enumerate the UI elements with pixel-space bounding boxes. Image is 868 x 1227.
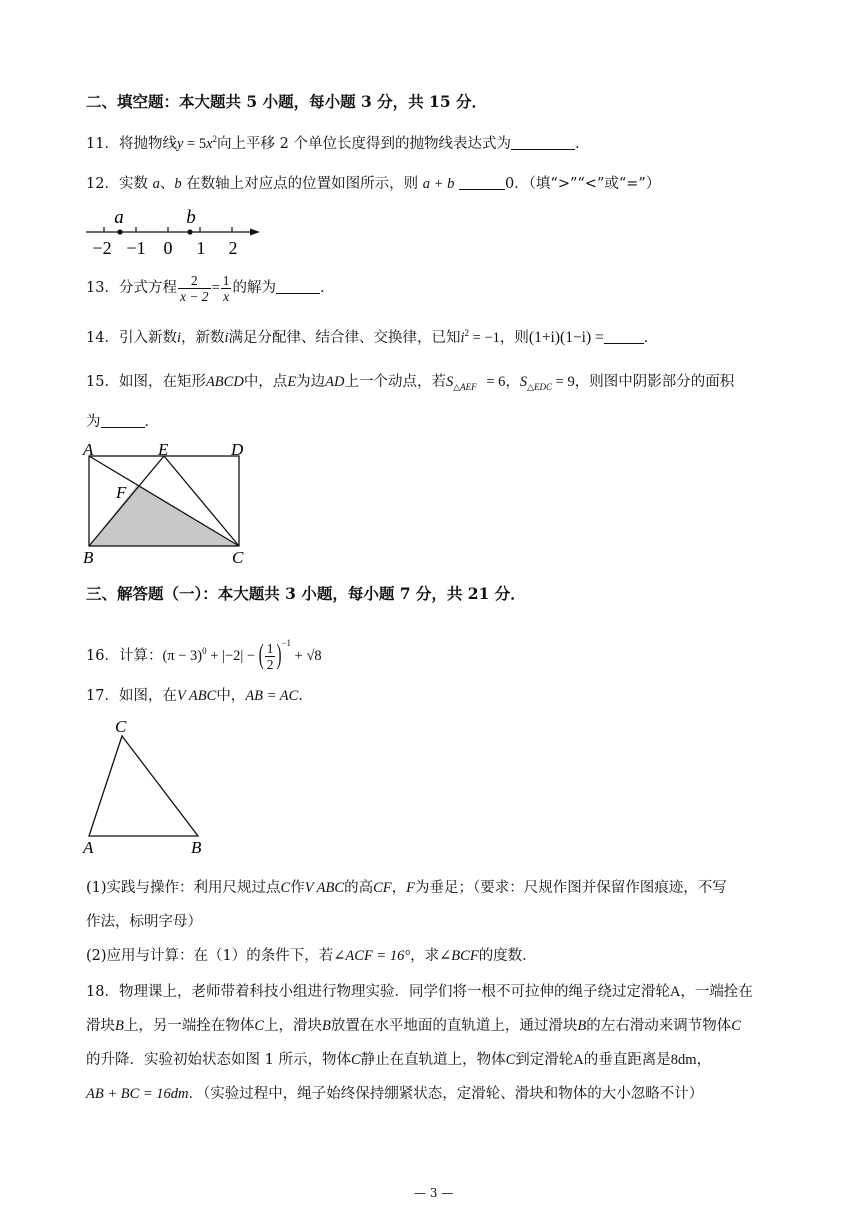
q18-line3-a: 的升降．实验初始状态如图 1 所示，物体 [86, 1052, 351, 1068]
q15-sub-aef: △AEF [453, 381, 477, 392]
q18-line2-b-var: B [115, 1018, 124, 1034]
q13-frac2-den: x [223, 288, 230, 304]
q17-text-a: 如图，在 [118, 688, 177, 704]
triangle-abc [89, 736, 198, 836]
question-12 [86, 172, 660, 193]
page-number: — 3 — [414, 1186, 454, 1200]
q17-p1-cf: CF [373, 880, 392, 896]
question-17-part-1 [86, 876, 727, 897]
q16-paren-open: ( [258, 640, 264, 672]
label-b: B [83, 548, 94, 567]
q18-line1-b: ，一端拴在 [680, 984, 753, 1000]
question-17 [86, 684, 313, 705]
q18-line4-a: ．（实验过程中，绳子始终保持绷紧状态，定滑轮、滑块和物体的大小忽略不计） [188, 1086, 704, 1102]
q12-var-a: a [152, 176, 160, 192]
q11-eq-coef: = 5 [183, 136, 207, 152]
tick-label: −1 [126, 238, 146, 258]
point-a-dot [117, 229, 122, 234]
point-b-label: b [186, 207, 196, 228]
q18-line1-a: 物理课上，老师带着科技小组进行物理实验．同学们将一根不可拉伸的绳子绕过定滑轮 [118, 984, 670, 1000]
q15-answer-blank[interactable] [101, 413, 145, 428]
q14-text-b: ，新数 [180, 330, 225, 346]
tick-label: 1 [196, 238, 206, 258]
q15-s-edc: S [519, 374, 528, 390]
q13-frac2-num: 1 [222, 272, 230, 288]
q12-text-c: 0．（填“>”“<”或“=”） [504, 176, 661, 192]
q15-text-a: 如图，在矩形 [118, 374, 206, 390]
question-11 [86, 132, 589, 153]
q17-text-b: 中， [216, 688, 246, 704]
q18-number: 18． [86, 984, 119, 1000]
q16-term-3-exp: −1 [281, 638, 292, 648]
q15-s-aef: S [446, 374, 454, 390]
q17-number: 17． [86, 688, 119, 704]
q13-frac1-num: 2 [190, 272, 198, 288]
label-c: C [232, 548, 244, 567]
q16-number: 16． [86, 648, 119, 664]
q17-p1-b: 作 [290, 880, 305, 896]
q18-line2-c: 上，滑块 [264, 1018, 323, 1034]
q11-eq-exp: 2 [212, 134, 218, 145]
q17-tri: V ABC [176, 688, 217, 704]
q15-comma: ， [505, 374, 520, 390]
q18-line3-val: 8dm [670, 1052, 697, 1068]
q11-answer-blank[interactable] [511, 135, 575, 150]
tick-label: 2 [228, 238, 238, 258]
q14-var-i: i [176, 330, 181, 346]
label-b: B [191, 838, 202, 857]
q17-p2-c: 的度数． [478, 948, 537, 964]
label-a: A [83, 440, 94, 459]
rectangle-figure [80, 436, 255, 568]
q17-p1-e: ， [391, 880, 407, 896]
q14-text-d: ，则 [499, 330, 529, 346]
q18-line2-b: 上，另一端拴在物体 [123, 1018, 255, 1034]
q11-text-b: 向上平移 2 个单位长度得到的抛物线表达式为 [217, 136, 511, 152]
q15-val-aef: = 6 [482, 374, 506, 390]
q15-val-edc: = 9 [552, 374, 575, 390]
q16-half-fraction [265, 641, 276, 672]
q12-number: 12． [86, 176, 119, 192]
q12-sep: 、 [159, 176, 175, 192]
point-a-label: a [114, 207, 124, 228]
section-3-title: 三、解答题（一）：本大题共 3 小题，每小题 7 分，共 21 分． [86, 584, 526, 603]
q13-text-b: 的解为 [232, 280, 276, 296]
q14-text-a: 引入新数 [118, 330, 177, 346]
q18-line2-b-var-2: B [322, 1018, 331, 1034]
label-e: E [158, 440, 169, 459]
q11-end: ． [574, 136, 590, 152]
q13-text-a: 分式方程 [118, 280, 177, 296]
q14-var-i-2: i [224, 330, 229, 346]
label-f: F [116, 483, 127, 502]
q18-line3-pulley: A [573, 1052, 584, 1068]
number-line-figure [80, 204, 270, 262]
q16-term-1: (π − 3) [162, 648, 203, 664]
question-15-line-2 [86, 410, 159, 431]
q13-fraction-1 [178, 273, 211, 304]
q14-expr: (1+i)(1−i) = [528, 329, 604, 346]
q12-expr: a + b [422, 176, 455, 192]
q11-number: 11． [86, 136, 119, 152]
q18-line3-c-var-2: C [505, 1052, 516, 1068]
q15-pt-e: E [287, 374, 297, 390]
q15-text-b: 中，点 [243, 374, 288, 390]
q17-eq: AB = AC [245, 688, 299, 704]
label-a: A [83, 838, 94, 857]
question-18-line-3 [86, 1048, 711, 1069]
q18-line3-e: ， [696, 1052, 712, 1068]
q17-p1-g: 为垂足；（要求：尺规作图并保留作图痕迹，不写 [414, 880, 727, 896]
number-line-arrow-icon [250, 229, 260, 236]
q12-answer-blank[interactable] [459, 175, 505, 190]
q14-number: 14． [86, 330, 119, 346]
q13-end: ． [320, 280, 335, 296]
q18-line2-e: 的左右滑动来调节物体 [586, 1018, 732, 1034]
q11-eq-lhs: y [176, 136, 184, 152]
q18-line4-eq: AB + BC = 16dm [86, 1086, 189, 1102]
q17-p2-b: ，求 [410, 948, 440, 964]
q16-term-1-exp: 0 [202, 646, 207, 657]
q18-line3-b: 静止在直轨道上，物体 [360, 1052, 506, 1068]
q18-line2-c-var-2: C [731, 1018, 741, 1034]
q18-line2-c-var: C [254, 1018, 265, 1034]
tick-label: 0 [163, 238, 173, 258]
q13-answer-blank[interactable] [276, 279, 320, 294]
triangle-figure [80, 712, 210, 860]
q18-line3-c-var: C [350, 1052, 361, 1068]
q11-eq-var: x [206, 136, 213, 152]
q14-answer-blank[interactable] [604, 329, 644, 344]
q17-p1-d: 的高 [344, 880, 374, 896]
q11-text-a: 将抛物线 [118, 136, 177, 152]
q18-line2-d: 放置在水平地面的直轨道上，通过滑块 [330, 1018, 578, 1034]
q17-p1-c: C [280, 880, 291, 896]
q13-frac1-den: x − 2 [179, 288, 209, 304]
question-16 [86, 624, 322, 675]
q15-number: 15． [86, 374, 119, 390]
q14-eq-val: = −1 [469, 330, 500, 346]
q16-half-den: 2 [266, 656, 274, 672]
q16-half-num: 1 [266, 640, 274, 656]
question-13 [86, 270, 335, 306]
q15-seg: AD [325, 374, 345, 390]
q17-p2-angle2: ∠BCF [439, 948, 479, 964]
label-d: D [231, 440, 244, 459]
question-17-part-2 [86, 944, 537, 965]
q18-line2-b-var-3: B [577, 1018, 587, 1034]
q13-fraction-2 [221, 273, 232, 304]
q16-text-a: 计算： [118, 648, 163, 664]
q17-end: ． [298, 688, 313, 704]
question-18-line-4 [86, 1082, 703, 1103]
tick-label: −2 [92, 238, 112, 258]
question-18-line-2 [86, 1014, 741, 1035]
q14-text-c: 满足分配律、结合律、交换律，已知 [228, 330, 461, 346]
q15-end: ． [144, 414, 159, 430]
q15-line2: 为 [86, 414, 101, 430]
question-15 [86, 370, 734, 393]
q18-line2-a: 滑块 [86, 1018, 115, 1034]
q12-text-a: 实数 [118, 176, 148, 192]
q17-p1-tri: V ABC [304, 880, 345, 896]
q17-p1-f: F [406, 880, 415, 896]
q17-p2-a: (2)应用与计算：在（1）的条件下，若 [86, 948, 334, 964]
q12-var-b: b [174, 176, 182, 192]
q15-rect: ABCD [205, 374, 244, 390]
q14-end: ． [643, 330, 659, 346]
q16-term-4: + √8 [291, 648, 322, 664]
q18-line3-d: 的垂直距离是 [583, 1052, 671, 1068]
q15-text-e: ，则图中阴影部分的面积 [574, 374, 735, 390]
question-17-part-1-line-2: 作法，标明字母） [86, 914, 202, 930]
q17-p1-a: (1)实践与操作：利用尺规过点 [86, 880, 281, 896]
q13-number: 13． [86, 280, 119, 296]
q16-paren-close: ) [276, 640, 282, 672]
q18-line3-c: 到定滑轮 [515, 1052, 574, 1068]
q18-line1-pulley: A [669, 984, 681, 1000]
section-2-title: 二、填空题：本大题共 5 小题，每小题 3 分，共 15 分． [86, 92, 488, 111]
point-b-dot [187, 229, 192, 234]
shaded-region [89, 485, 239, 546]
q13-eq: = [211, 280, 220, 296]
q14-exp2: 2 [464, 328, 470, 339]
q15-text-d: 上一个动点，若 [344, 374, 447, 390]
q14-i2: i [460, 330, 465, 346]
q16-term-2: + |−2| − [206, 648, 259, 664]
q15-text-c: 为边 [296, 374, 326, 390]
q15-sub-edc: △EDC [527, 381, 553, 392]
q17-p2-angle: ∠ACF = 16° [333, 948, 411, 964]
question-14 [86, 326, 658, 347]
question-18-line-1 [86, 980, 753, 1001]
label-c: C [115, 717, 127, 736]
q12-text-b: 在数轴上对应点的位置如图所示，则 [186, 176, 419, 192]
